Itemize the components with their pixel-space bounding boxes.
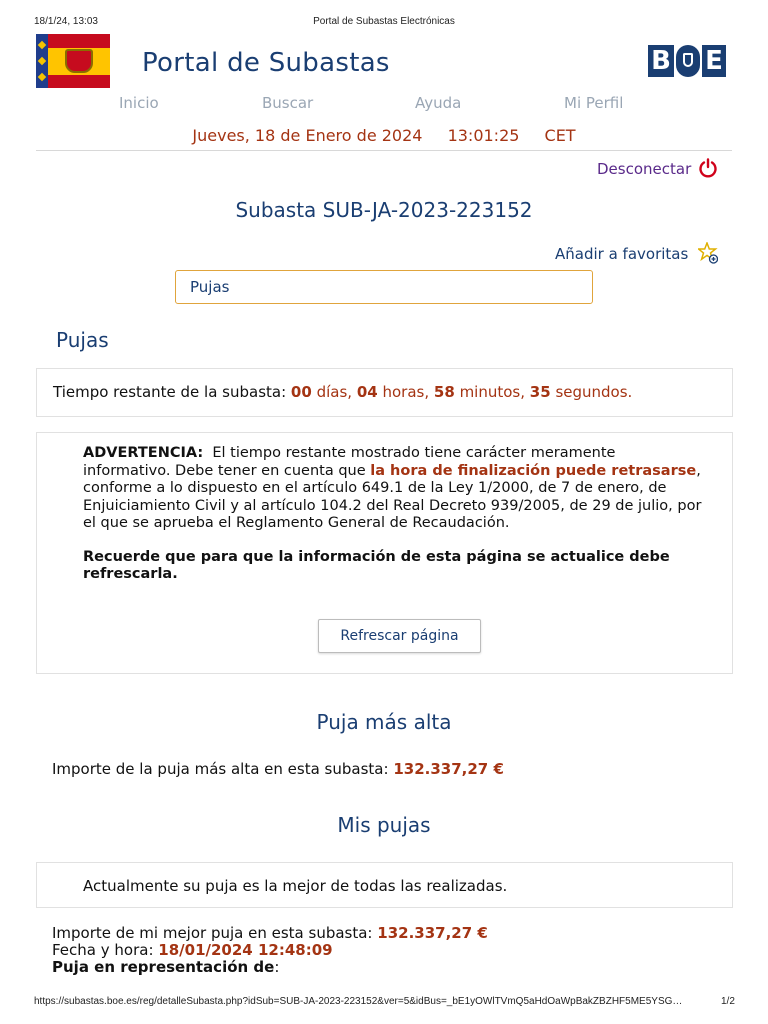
representation-colon: : xyxy=(274,958,280,976)
warning-text-legal: , conforme a lo dispuesto en el artículo 649.1 de la Ley 1/2000, de 7 de enero, de Enjuiciamiento Civil y al artículo 104.2 del Real Decreto 939/2005, de 29 de julio, por el que se aprueba el Reglamento General de Recaudación. xyxy=(83,462,702,531)
boe-crest-icon xyxy=(676,45,700,77)
nav-mi-perfil[interactable]: Mi Perfil xyxy=(564,94,624,112)
remaining-label: Tiempo restante de la subasta: xyxy=(53,383,287,401)
hours-label: horas, xyxy=(382,383,430,401)
highest-bid-line xyxy=(52,760,504,778)
add-favorites-link[interactable]: Añadir a favoritas xyxy=(555,245,689,263)
representation-label: Puja en representación de xyxy=(52,958,275,976)
timezone: CET xyxy=(544,126,576,145)
refresh-note: Recuerde que para que la información de esta página se actualice debe refrescarla. xyxy=(83,548,670,582)
refresh-button[interactable]: Refrescar página xyxy=(318,619,481,653)
my-best-bid-value: 132.337,27 € xyxy=(377,924,488,942)
power-icon[interactable] xyxy=(698,158,718,178)
remaining-time-box xyxy=(36,368,733,417)
highest-bid-value: 132.337,27 € xyxy=(393,760,504,778)
portal-title: Portal de Subastas xyxy=(142,48,390,78)
subasta-title: Subasta SUB-JA-2023-223152 xyxy=(235,198,533,222)
warning-label: ADVERTENCIA: xyxy=(83,445,204,461)
minutes-label: minutos, xyxy=(459,383,525,401)
bid-datetime-label: Fecha y hora: xyxy=(52,941,154,959)
current-time: 13:01:25 xyxy=(447,126,520,145)
section-select[interactable]: Pujas xyxy=(175,270,593,304)
print-page-number: 1/2 xyxy=(721,996,735,1007)
warning-paragraph xyxy=(83,445,704,533)
print-page-title: Portal de Subastas Electrónicas xyxy=(313,16,455,27)
seconds-value: 35 xyxy=(529,383,551,401)
hours-value: 04 xyxy=(356,383,378,401)
my-bids-heading: Mis pujas xyxy=(337,813,431,837)
star-add-icon[interactable] xyxy=(698,242,718,264)
my-bid-status-box xyxy=(36,862,733,908)
warning-highlight: la hora de finalización puede retrasarse xyxy=(370,462,697,479)
coat-of-arms-icon xyxy=(65,49,93,73)
print-url: https://subastas.boe.es/reg/detalleSubasta.php?idSub=SUB-JA-2023-223152&ver=5&idBus=_bE1yOWlTVmQ5aHdOaWpBakZBZHF5ME5YSG… xyxy=(34,996,683,1007)
nav-buscar[interactable]: Buscar xyxy=(262,94,314,112)
my-bid-status: Actualmente su puja es la mejor de todas las realizadas. xyxy=(83,877,508,895)
nav-ayuda[interactable]: Ayuda xyxy=(415,94,462,112)
spain-flag-logo[interactable] xyxy=(36,34,110,88)
current-date: Jueves, 18 de Enero de 2024 xyxy=(192,126,423,145)
my-best-bid-label: Importe de mi mejor puja en esta subasta: xyxy=(52,924,373,942)
highest-bid-label: Importe de la puja más alta en esta subasta: xyxy=(52,760,389,778)
my-best-bid-details xyxy=(52,925,488,976)
print-datetime: 18/1/24, 13:03 xyxy=(34,16,98,27)
pujas-heading: Pujas xyxy=(56,328,109,352)
header-divider xyxy=(36,150,732,151)
highest-bid-heading: Puja más alta xyxy=(316,710,452,734)
boe-logo[interactable]: B E xyxy=(648,45,726,77)
minutes-value: 58 xyxy=(433,383,455,401)
seconds-label: segundos. xyxy=(555,383,633,401)
bid-datetime-value: 18/01/2024 12:48:09 xyxy=(158,941,333,959)
days-label: días, xyxy=(316,383,353,401)
current-datetime xyxy=(0,126,768,145)
logout-link[interactable]: Desconectar xyxy=(597,160,692,178)
warning-text: El tiempo restante mostrado tiene carácter meramente informativo. Debe tener en cuenta que xyxy=(83,445,616,479)
days-value: 00 xyxy=(290,383,312,401)
eu-band xyxy=(36,34,48,88)
nav-inicio[interactable]: Inicio xyxy=(119,94,159,112)
